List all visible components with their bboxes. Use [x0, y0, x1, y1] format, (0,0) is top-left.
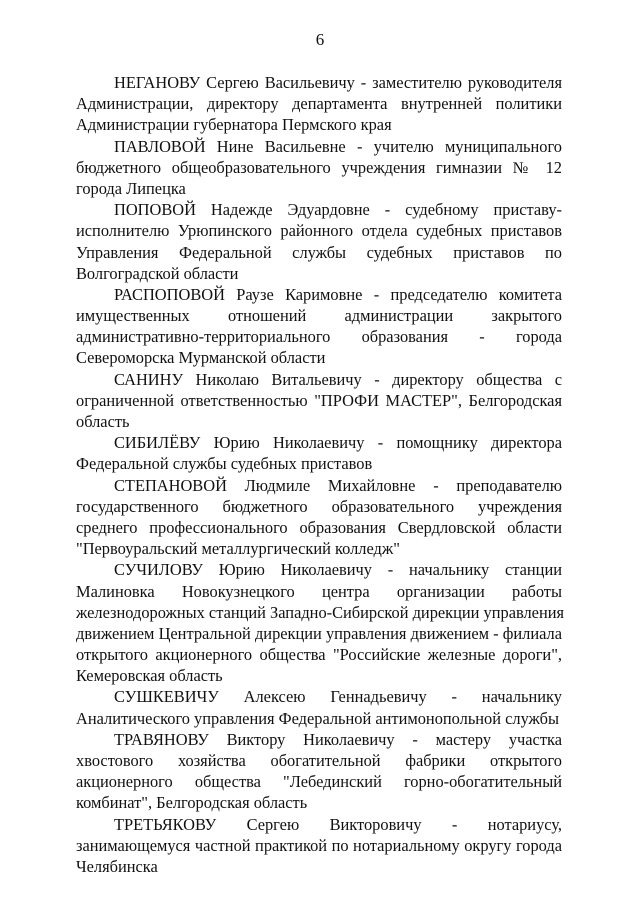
entry-line: Аналитического управления Федеральной антимонопольной службы [76, 708, 560, 728]
entry-line: бюджетного общеобразовательного учреждения гимназии № 12 [76, 157, 562, 177]
entry-line: комбинат", Белгородская область [76, 793, 308, 813]
entry-first-line: ПОПОВОЙ Надежде Эдуардовне - судебному приставу- [114, 200, 562, 220]
entry-line: ограниченной ответственностью "ПРОФИ МАСТЕР", Белгородская [76, 390, 562, 410]
entry-line: открытого акционерного общества "Российские железные дороги", [76, 645, 562, 665]
entry-line: государственного бюджетного образовательного учреждения [76, 496, 562, 516]
award-entry [76, 136, 562, 200]
entry-first-line: РАСПОПОВОЙ Раузе Каримовне - председателю комитета [114, 284, 562, 304]
award-entry [76, 559, 565, 686]
entry-line: акционерного общества "Лебединский горно-обогатительный [76, 772, 562, 792]
entry-first-line: СУШКЕВИЧУ Алексею Геннадьевичу - начальнику [114, 687, 562, 707]
entry-line: Малиновка Новокузнецкого центра организации работы [76, 581, 562, 601]
entry-line: "Первоуральский металлургический колледж" [76, 539, 400, 559]
entry-line: города Липецка [76, 178, 186, 198]
entry-first-line: ТРЕТЬЯКОВУ Сергею Викторовичу - нотариусу, [114, 814, 562, 834]
entry-line: Администрации губернатора Пермского края [76, 115, 392, 135]
entry-line: занимающемуся частной практикой по нотариальному округу города [76, 835, 562, 855]
award-entry [76, 814, 562, 878]
entry-line: административно-территориального образования - города [76, 327, 562, 347]
award-entry [76, 729, 562, 814]
award-entry [76, 72, 562, 136]
entry-line: хвостового хозяйства обогатительной фабрики открытого [76, 751, 562, 770]
entry-line: Кемеровская область [76, 666, 223, 686]
award-list [76, 72, 565, 877]
entry-line: Федеральной службы судебных приставов [76, 454, 373, 474]
award-entry [76, 475, 562, 560]
entry-line: железнодорожных станций Западно-Сибирской дирекции управления [76, 602, 565, 622]
award-entry [76, 284, 562, 369]
entry-first-line: НЕГАНОВУ Сергею Васильевичу - заместителю руководителя [114, 73, 562, 92]
award-entry [76, 432, 562, 474]
entry-first-line: ТРАВЯНОВУ Виктору Николаевичу - мастеру участка [114, 729, 562, 749]
entry-line: имущественных отношений администрации закрытого [76, 306, 562, 326]
entry-line: исполнителю Урюпинского районного отдела судебных приставов [76, 221, 562, 241]
entry-line: Челябинска [76, 856, 158, 876]
entry-first-line: СТЕПАНОВОЙ Людмиле Михайловне - преподавателю [114, 475, 562, 495]
entry-line: Волгоградской области [76, 263, 239, 283]
entry-line: Управления Федеральной службы судебных приставов по [76, 242, 562, 262]
entry-first-line: САНИНУ Николаю Витальевичу - директору общества с [114, 369, 562, 389]
entry-first-line: СУЧИЛОВУ Юрию Николаевичу - начальнику станции [114, 560, 562, 580]
award-entry [76, 199, 562, 284]
award-entry [76, 369, 562, 433]
award-entry [76, 686, 562, 728]
entry-first-line: ПАВЛОВОЙ Нине Васильевне - учителю муниципального [114, 136, 562, 156]
entry-first-line: СИБИЛЁВУ Юрию Николаевичу - помощнику директора [114, 433, 562, 453]
entry-line: движением Центральной дирекции управления движением - филиала [76, 623, 562, 643]
entry-line: Североморска Мурманской области [76, 348, 326, 368]
entry-line: среднего профессионального образования Свердловской области [76, 517, 562, 537]
entry-line: область [76, 412, 130, 431]
entry-line: Администрации, директору департамента внутренней политики [76, 94, 562, 114]
page-number: 6 [315, 30, 325, 49]
